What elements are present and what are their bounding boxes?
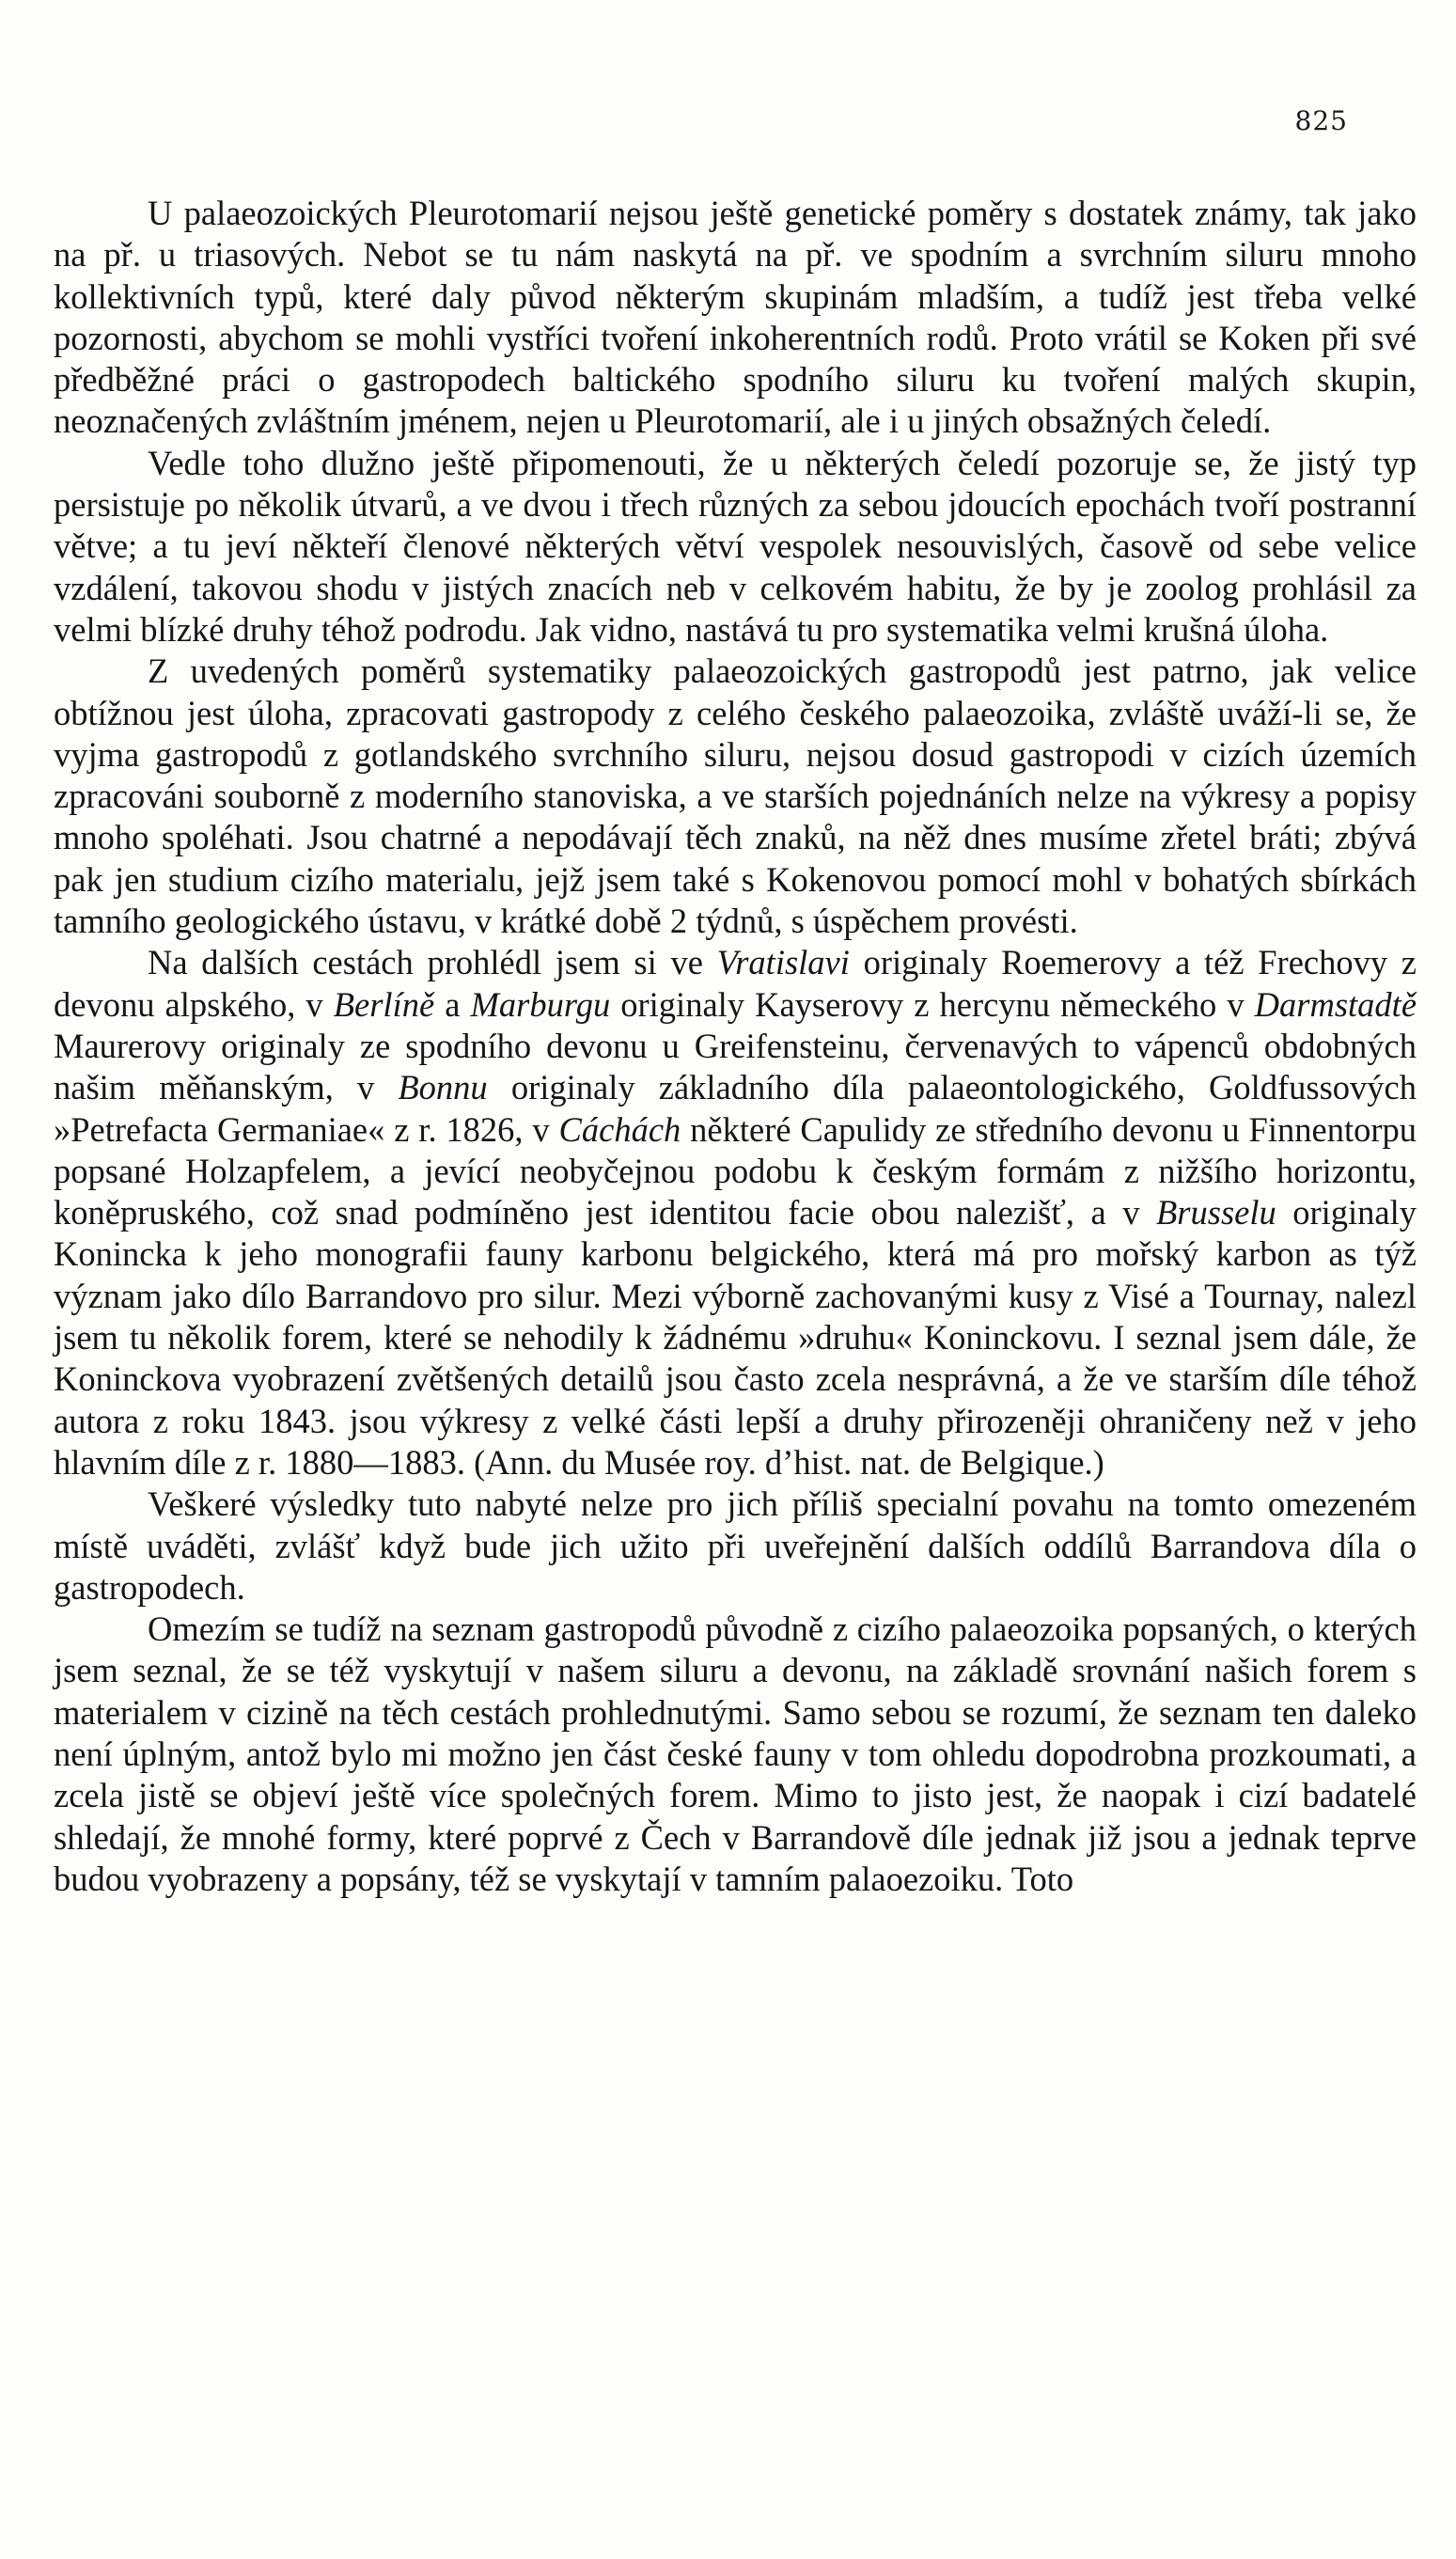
paragraph — [54, 942, 1417, 1484]
text-run: originaly základního díla palaeontologického, Goldfussových »Petrefacta Germaniae« z r. 1826, v — [54, 1068, 1417, 1149]
italic-place-name: Vratislavi — [716, 943, 850, 982]
text-run: originaly Kayserovy z hercynu německého v — [610, 984, 1255, 1024]
text-run: Maurerovy originaly ze spodního devonu u Greifensteinu, červenavých to vápenců obdobných našim měňanským, v — [54, 1026, 1417, 1107]
text-run: originaly Roemerovy a též Frechovy z devonu alpského, v — [54, 943, 1417, 1024]
paragraph — [54, 651, 1417, 942]
text-run: některé Capulidy ze středního devonu u Finnentorpu popsané Holzapfelem, a jevící neobyčejnou podobu k českým formám z nižšího horizontu, koněpruského, což snad podmíněno jest identitou facie obou nalezišť, a v — [54, 1109, 1417, 1232]
paragraph — [54, 1484, 1417, 1609]
paragraph — [54, 193, 1417, 443]
text-run: Na dalších cestách prohlédl jsem si ve — [148, 943, 717, 982]
italic-place-name: Berlíně — [333, 984, 435, 1024]
text-run: Veškeré výsledky tuto nabyté nelze pro jich příliš specialní povahu na tomto omezeném místě uváděti, zvlášť když bude jich užito při uveřejnění dalších oddílů Barrandova díla o gastropodech. — [54, 1484, 1417, 1607]
italic-place-name: Marburgu — [470, 984, 611, 1024]
italic-place-name: Darmstadtě — [1254, 984, 1417, 1024]
text-run: Omezím se tudíž na seznam gastropodů původně z cizího palaeozoika popsaných, o kterých jsem seznal, že se též vyskytují v našem siluru a devonu, na základě srovnání našich forem s materialem v cizině na těch cestách prohlednutými. Samo sebou se rozumí, že seznam ten daleko není úplným, antož bylo mi možno jen část české fauny v tom ohledu dopodrobna prozkoumati, a zcela jistě se objeví ještě více společných forem. Mimo to jisto jest, že naopak i cizí badatelé shledají, že mnohé formy, které poprvé z Čech v Barrandově díle jednak již jsou a jednak teprve budou vyobrazeny a popsány, též se vyskytají v tamním palaoezoiku. Toto — [54, 1609, 1417, 1898]
paragraph — [54, 443, 1417, 651]
paragraph — [54, 1609, 1417, 1900]
text-run: Z uvedených poměrů systematiky palaeozoických gastropodů jest patrno, jak velice obtížnou jest úloha, zpracovati gastropody z celého českého palaeozoika, zvláště uváží-li se, že vyjma gastropodů z gotlandského svrchního siluru, nejsou dosud gastropodi v cizích územích zpracováni souborně z moderního stanoviska, a ve starších pojednáních nelze na výkresy a popisy mnoho spoléhati. Jsou chatrné a nepodávají těch znaků, na něž dnes musíme zřetel bráti; zbývá pak jen studium cizího materialu, jejž jsem také s Kokenovou pomocí mohl v bohatých sbírkách tamního geologického ústavu, v krátké době 2 týdnů, s úspěchem provésti. — [54, 652, 1417, 941]
text-run: a — [434, 984, 471, 1024]
italic-place-name: Brusselu — [1155, 1193, 1276, 1232]
text-run: originaly Konincka k jeho monografii fauny karbonu belgického, která má pro mořský karbon as týž význam jako dílo Barrandovo pro silur. Mezi výborně zachovanými kusy z Visé a Tournay, nalezl jsem tu několik forem, které se nehodily k žádnému »druhu« Koninckovu. I seznal jsem dále, že Koninckova vyobrazení zvětšených detailů jsou často zcela nesprávná, a že ve starším díle téhož autora z roku 1843. jsou výkresy z velké části lepší a druhy přirozeněji ohraničeny než v jeho hlavním díle z r. 1880—1883. (Ann. du Musée roy. d’hist. nat. de Belgique.) — [54, 1193, 1417, 1482]
page-number: 825 — [1294, 105, 1348, 136]
italic-place-name: Cáchách — [558, 1109, 681, 1149]
italic-place-name: Bonnu — [398, 1068, 488, 1107]
body-text — [54, 193, 1417, 1900]
text-run: Vedle toho dlužno ještě připomenouti, že u některých čeledí pozoruje se, že jistý typ persistuje po několik útvarů, a ve dvou i třech různých za sebou jdoucích epochách tvoří postranní větve; a tu jeví někteří členové některých větví vespolek nesouvislých, časově od sebe velice vzdálení, takovou shodu v jistých znacích neb v celkovém habitu, že by je zoolog prohlásil za velmi blízké druhy téhož podrodu. Jak vidno, nastává tu pro systematika velmi krušná úloha. — [54, 443, 1417, 649]
text-run: U palaeozoických Pleurotomarií nejsou ještě genetické poměry s dostatek známy, tak jako na př. u triasových. Nebot se tu nám naskytá na př. ve spodním a svrchním siluru mnoho kollektivních typů, které daly původ některým skupinám mladším, a tudíž jest třeba velké pozornosti, abychom se mohli vystříci tvoření inkoherentních rodů. Proto vrátil se Koken při své předběžné práci o gastropodech baltického spodního siluru ku tvoření malých skupin, neoznačených zvláštním jménem, nejen u Pleurotomarií, ale i u jiných obsažných čeledí. — [54, 194, 1417, 441]
